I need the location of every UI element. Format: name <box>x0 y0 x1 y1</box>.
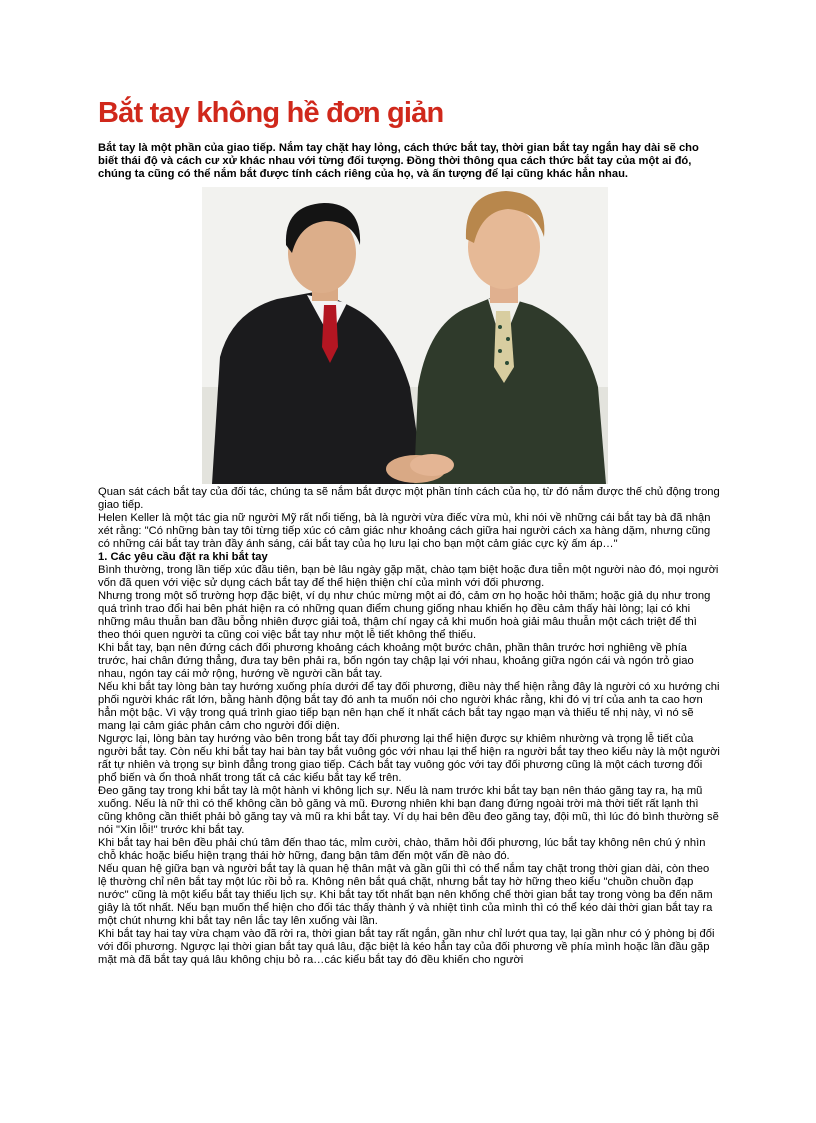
article-body <box>98 486 720 967</box>
body-paragraph: Nếu quan hệ giữa bạn và người bắt tay là quan hệ thân mật và gần gũi thì có thể nắm tay chặt trong thời gian dài, còn theo lệ thường chỉ nên bắt tay một lúc rồi bỏ ra. Không nên bắt quá chặt, nhưng bắt tay hờ hững theo kiểu "chuồn chuồn đạp nước" cũng là một kiểu bắt tay thiếu lịch sự. Khi bắt tay tốt nhất bạn nên khống chế thời gian bắt tay trong vòng ba đến năm giây là tốt nhất. Nếu bạn muốn thể hiện cho đối tác thấy thành ý và nhiệt tình của mình thì có thể kéo dài thời gian bắt tay ra một chút nhưng khi bắt tay nên lắc tay lên xuống vài lần. <box>98 863 713 927</box>
intro-paragraph: Quan sát cách bắt tay của đối tác, chúng ta sẽ nắm bắt được một phần tính cách của họ, từ đó nắm được thế chủ động trong giao tiếp. <box>98 486 720 511</box>
photo-two-men-shaking-hands-icon <box>202 187 608 484</box>
body-paragraph: Nếu khi bắt tay lòng bàn tay hướng xuống phía dưới để tay đối phương, điều này thể hiện rằng đây là người có xu hướng chi phối người khác rất lớn, bằng hành động bắt tay đó anh ta muốn nói cho người khác rằng, khi đó vị trí của anh ta cao hơn hẳn một bậc. Vì vậy trong quá trình giao tiếp bạn nên hạn chế ít nhất cách bắt tay ngạo mạn và thiếu tế nhị này, vì nó sẽ mang lại cảm giác phản cảm cho người đối diện. <box>98 681 720 732</box>
body-paragraph: Bình thường, trong lần tiếp xúc đầu tiên, bạn bè lâu ngày gặp mặt, chào tạm biệt hoặc đưa tiễn một người nào đó, mọi người vốn đã quen với việc sử dụng cách bắt tay để thể hiện thiện chí của mình với đối phương. <box>98 564 719 589</box>
body-paragraph: Khi bắt tay, bạn nên đứng cách đối phương khoảng cách khoảng một bước chân, phần thân trước hơi nghiêng về phía trước, hai chân đứng thẳng, đưa tay bên phải ra, bốn ngón tay chập lại với nhau, khoảng giữa ngón cái và ngón trỏ giao nhau, ngón tay cái mở rộng, hướng về người cần bắt tay. <box>98 642 694 680</box>
article-title: Bắt tay không hề đơn giản <box>98 97 444 129</box>
body-paragraph: Ngược lại, lòng bàn tay hướng vào bên trong bắt tay đối phương lại thể hiện được sự khiêm nhường và trọng lễ tiết của người bắt tay. Còn nếu khi bắt tay hai bàn tay bắt vuông góc với nhau lại thể hiện ra người bắt tay theo kiểu này là một người rất tự nhiên và trọng sự bình đẳng trong giao tiếp. Cách bắt tay vuông góc với tay đối phương cũng là một cách tương đối phổ biến và ổn thoả nhất trong tất cả các kiểu bắt tay kể trên. <box>98 733 720 784</box>
body-paragraph: Khi bắt tay hai tay vừa chạm vào đã rời ra, thời gian bắt tay rất ngắn, gần như chỉ lướt qua tay, lại gần như có ý phòng bị đối với đối phương. Ngược lại thời gian bắt tay quá lâu, đặc biệt là kéo hẳn tay của đối phương về phía mình hoặc lần đầu gặp mặt mà đã bắt tay quá lâu không chịu bỏ ra…các kiểu bắt tay đó đều khiến cho người <box>98 928 715 966</box>
body-paragraph: Khi bắt tay hai bên đều phải chú tâm đến thao tác, mỉm cười, chào, thăm hỏi đối phương, lúc bắt tay không nên chú ý nhìn chỗ khác hoặc biểu hiện trạng thái hờ hững, đang bận tâm đến một vấn đề nào đó. <box>98 837 706 862</box>
article-lead: Bắt tay là một phần của giao tiếp. Nắm tay chặt hay lỏng, cách thức bắt tay, thời gian bắt tay ngắn hay dài sẽ cho biết thái độ và cách cư xử khác nhau với từng đối tượng. Đồng thời thông qua cách thức bắt tay của một ai đó, chúng ta cũng có thể nắm bắt được tính cách riêng của họ, và ấn tượng để lại cũng khác hẳn nhau. <box>98 142 699 180</box>
body-paragraph: Nhưng trong một số trường hợp đặc biệt, ví dụ như chúc mừng một ai đó, cảm ơn họ hoặc hỏi thăm; hoặc giả dụ như trong quá trình trao đổi hai bên phát hiện ra có những quan điểm chung giống nhau khiến họ đều cảm thấy hài lòng; lại có khi những mâu thuẫn ban đầu bỗng nhiên được giải toả, thậm chí ngay cả khi muốn hoà giải mâu thuẫn một cách triệt để thì theo thói quen người ta cũng coi việc bắt tay như một lễ tiết không thể thiếu. <box>98 590 711 641</box>
document-page <box>98 96 720 967</box>
intro-paragraph: Helen Keller là một tác gia nữ người Mỹ rất nổi tiếng, bà là người vừa điếc vừa mù, khi nói về những cái bắt tay bà đã nhận xét rằng: "Có những bàn tay tôi từng tiếp xúc có cảm giác như khoảng cách giữa hai người cách xa hàng dặm, nhưng cũng có những cái bắt tay tràn đầy ánh sáng, cái bắt tay của họ lưu lại cho bạn một cảm giác cực kỳ ấm áp…" <box>98 512 711 550</box>
body-paragraph: Đeo găng tay trong khi bắt tay là một hành vi không lịch sự. Nếu là nam trước khi bắt tay bạn nên tháo găng tay ra, hạ mũ xuống. Nếu là nữ thì có thể không cần bỏ găng và mũ. Đương nhiên khi bạn đang đứng ngoài trời mà thời tiết rất lạnh thì cũng không cần thiết phải bỏ găng tay và mũ ra khi bắt tay. Ví dụ hai bên đều đeo găng tay, đội mũ, thì lúc đó bình thường sẽ nói "Xin lỗi!" trước khi bắt tay. <box>98 785 719 836</box>
section-heading: 1. Các yêu cầu đặt ra khi bắt tay <box>98 551 268 563</box>
